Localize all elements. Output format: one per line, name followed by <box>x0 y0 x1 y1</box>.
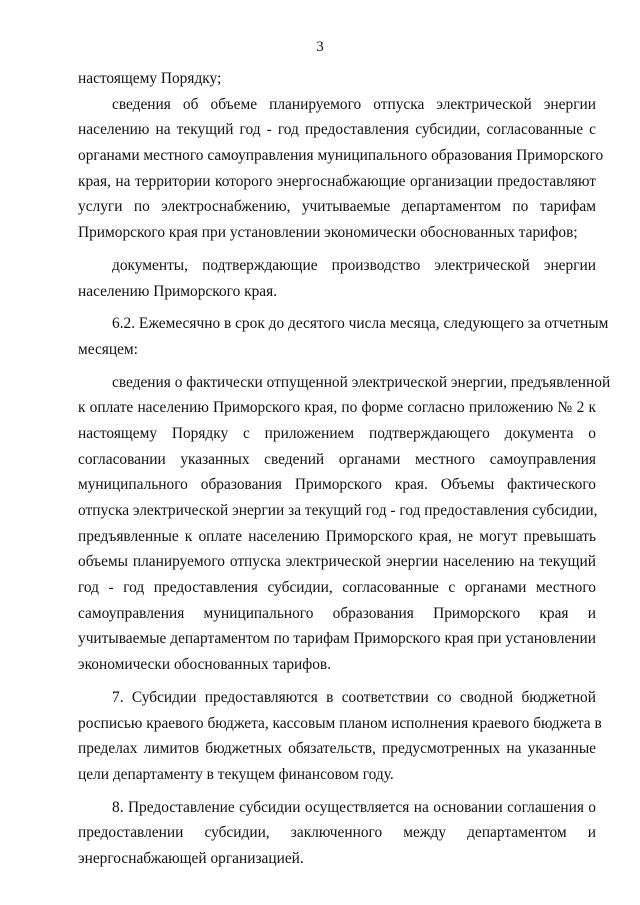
text-line: услуги по электроснабжению, учитываемые департаментом по тарифам <box>78 198 596 216</box>
text-line: экономически обоснованных тарифов. <box>78 656 332 674</box>
text-line: согласовании указанных сведений органами местного самоуправления <box>78 450 596 468</box>
text-line: объемы планируемого отпуска электрической энергии населению на текущий <box>78 553 596 571</box>
page-number: 3 <box>316 39 324 55</box>
text-line: сведения о фактически отпущенной электрической энергии, предъявленной <box>112 373 611 391</box>
text-line: Приморского края при установлении экономически обоснованных тарифов; <box>78 224 578 242</box>
text-line: края, на территории которого энергоснабжающие организации предоставляют <box>78 172 596 190</box>
text-line: месяцем: <box>78 340 138 358</box>
text-line: 8. Предоставление субсидии осуществляется на основании соглашения о <box>112 798 596 816</box>
text-line: пределах лимитов бюджетных обязательств, предусмотренных на указанные <box>78 740 596 758</box>
text-line: органами местного самоуправления муниципального образования Приморского <box>78 147 604 165</box>
text-line: документы, подтверждающие производство электрической энергии <box>112 256 596 274</box>
text-line: учитываемые департаментом по тарифам Приморского края при установлении <box>78 630 596 648</box>
text-line: 7. Субсидии предоставляются в соответствии со сводной бюджетной <box>112 688 596 706</box>
text-line: 6.2. Ежемесячно в срок до десятого числа месяца, следующего за отчетным <box>112 315 609 333</box>
text-line: сведения об объеме планируемого отпуска электрической энергии <box>112 95 596 113</box>
text-line: самоуправления муниципального образования Приморского края и <box>78 604 596 622</box>
text-line: настоящему Порядку с приложением подтверждающего документа о <box>78 424 596 442</box>
text-line: населению на текущий год - год предоставления субсидии, согласованные с <box>78 121 596 139</box>
text-line: населению Приморского края. <box>78 282 278 300</box>
text-line: настоящему Порядку; <box>78 70 222 87</box>
text-line: к оплате населению Приморского края, по форме согласно приложению № 2 к <box>78 399 596 417</box>
text-line: отпуска электрической энергии за текущий год - год предоставления субсидии, <box>78 502 598 519</box>
text-line: росписью краевого бюджета, кассовым планом исполнения краевого бюджета в <box>78 714 602 732</box>
text-line: предоставлении субсидии, заключенного между департаментом и <box>78 824 596 842</box>
text-line: муниципального образования Приморского края. Объемы фактического <box>78 476 596 494</box>
document-body <box>78 66 611 872</box>
text-line: предъявленные к оплате населению Приморского края, не могут превышать <box>78 527 596 545</box>
text-line: цели департаменту в текущем финансовом году. <box>78 765 394 783</box>
text-line: год - год предоставления субсидии, согласованные с органами местного <box>78 579 596 597</box>
text-line: энергоснабжающей организацией. <box>78 849 304 867</box>
